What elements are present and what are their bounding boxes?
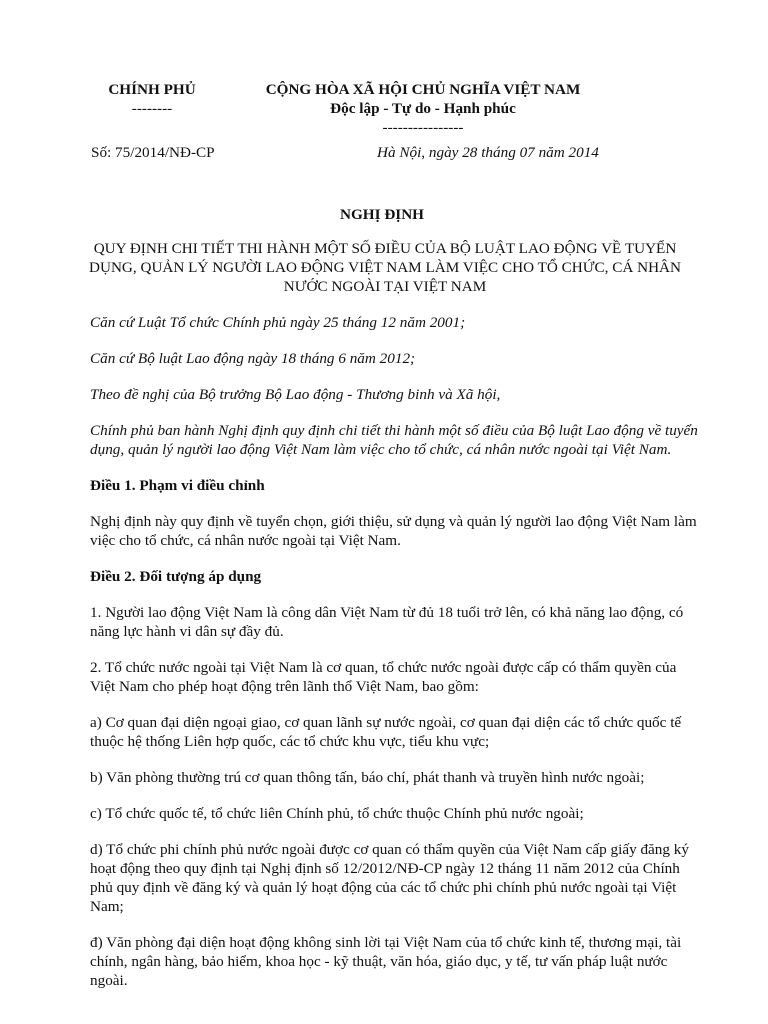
place-and-date: Hà Nội, ngày 28 tháng 07 năm 2014: [377, 144, 599, 161]
legal-basis-1: Căn cứ Luật Tổ chức Chính phủ ngày 25 tháng 12 năm 2001;: [90, 314, 466, 331]
article-2-point-dd: đ) Văn phòng đại diện hoạt động không sinh lời tại Việt Nam của tổ chức kinh tế, thương mại, tài chính, ngân hàng, bảo hiểm, khoa học - kỹ thuật, văn hóa, giáo dục, y tế, tư vấn pháp luật nước ngoài.: [90, 934, 682, 989]
document-number: Số: 75/2014/NĐ-CP: [91, 144, 215, 161]
article-2-clause-2: 2. Tổ chức nước ngoài tại Việt Nam là cơ quan, tổ chức nước ngoài được cấp có thẩm quyền của Việt Nam cho phép hoạt động trên lãnh thổ Việt Nam, bao gồm:: [90, 659, 677, 695]
document-title: NGHỊ ĐỊNH: [340, 206, 424, 223]
national-motto: Độc lập - Tự do - Hạnh phúc: [330, 100, 516, 117]
agency-underline: --------: [131, 100, 173, 117]
article-1-text: Nghị định này quy định về tuyển chọn, giới thiệu, sử dụng và quản lý người lao động Việt Nam làm việc cho tổ chức, cá nhân nước ngoài tại Việt Nam.: [90, 513, 697, 549]
document-body: [90, 313, 700, 1007]
motto-underline: ----------------: [382, 119, 464, 136]
promulgation-clause: Chính phủ ban hành Nghị định quy định chi tiết thi hành một số điều của Bộ luật Lao động về tuyển dụng, quản lý người lao động Việt Nam làm việc cho tổ chức, cá nhân nước ngoài tại Việt Nam.: [90, 422, 698, 458]
national-title-block: [246, 80, 600, 137]
national-title: CỘNG HÒA XÃ HỘI CHỦ NGHĨA VIỆT NAM: [265, 81, 581, 98]
article-2-point-d: d) Tổ chức phi chính phủ nước ngoài được cơ quan có thẩm quyền của Việt Nam cấp giấy đăng ký hoạt động theo quy định tại Nghị định số 12/2012/NĐ-CP ngày 12 tháng 11 năm 2012 của Chính phủ quy định về đăng ký và quản lý hoạt động của các tổ chức phi chính phủ nước ngoài tại Việt Nam;: [90, 841, 689, 915]
article-2-point-b: b) Văn phòng thường trú cơ quan thông tấn, báo chí, phát thanh và truyền hình nước ngoài;: [90, 769, 645, 786]
issuing-agency-block: [82, 80, 222, 118]
legal-basis-3: Theo đề nghị của Bộ trưởng Bộ Lao động - Thương binh và Xã hội,: [90, 386, 501, 403]
legal-basis-2: Căn cứ Bộ luật Lao động ngày 18 tháng 6 năm 2012;: [90, 350, 416, 367]
article-2-point-a: a) Cơ quan đại diện ngoại giao, cơ quan lãnh sự nước ngoài, cơ quan đại diện các tổ chức quốc tế thuộc hệ thống Liên hợp quốc, các tổ chức khu vực, tiểu khu vực;: [90, 714, 682, 750]
document-subtitle: QUY ĐỊNH CHI TIẾT THI HÀNH MỘT SỐ ĐIỀU CỦA BỘ LUẬT LAO ĐỘNG VỀ TUYỂN DỤNG, QUẢN LÝ NGƯỜI LAO ĐỘNG VIỆT NAM LÀM VIỆC CHO TỔ CHỨC, CÁ NHÂN NƯỚC NGOÀI TẠI VIỆT NAM: [89, 240, 681, 295]
article-2-heading: Điều 2. Đối tượng áp dụng: [90, 568, 262, 585]
article-2-point-c: c) Tổ chức quốc tế, tổ chức liên Chính phủ, tổ chức thuộc Chính phủ nước ngoài;: [90, 805, 584, 822]
article-1-heading: Điều 1. Phạm vi điều chỉnh: [90, 477, 265, 494]
article-2-clause-1: 1. Người lao động Việt Nam là công dân Việt Nam từ đủ 18 tuổi trở lên, có khả năng lao động, có năng lực hành vi dân sự đầy đủ.: [90, 604, 684, 640]
issuing-agency: CHÍNH PHỦ: [108, 81, 196, 98]
